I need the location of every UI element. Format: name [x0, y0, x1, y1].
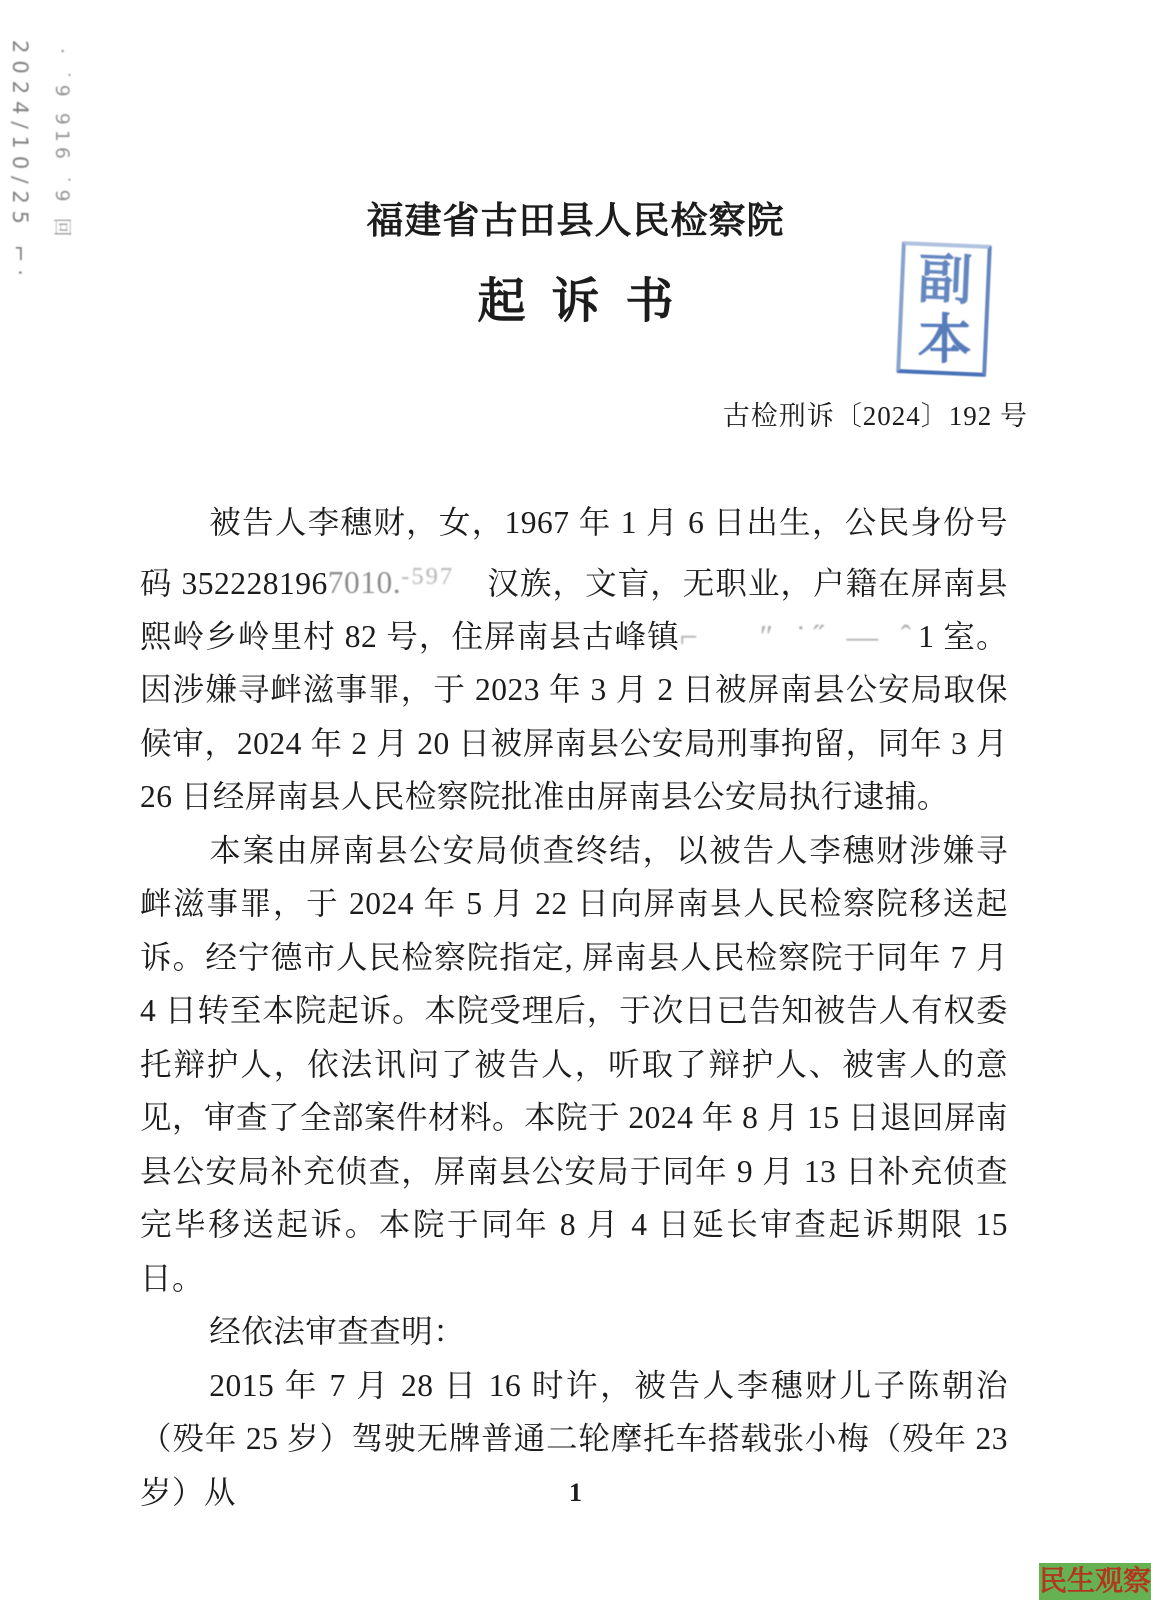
paragraph: 被告人李穗财，女，1967 年 1 月 6 日出生，公民身份号码 3522281967010.$^{-597}$ 汉族，文盲，无职业，户籍在屏南县熙岭乡岭里村 82 号，住屏南县古峰镇⌐ ″ ˙˝ ― ˆ1 室。因涉嫌寻衅滋事罪，于 2023 年 3 月 2 日被屏南县公安局取保候审，2024 年 2 月 20 日被屏南县公安局刑事拘留，同年 3 月 26 日经屏南县人民检察院批准由屏南县公安局执行逮捕。 [140, 505, 1008, 815]
issuing-authority-title: 福建省古田县人民检察院 [366, 201, 785, 242]
handwritten-margin-note-number: · ˙9 916 ˙9 回 [51, 48, 73, 242]
case-number: 古检刑诉〔2024〕192 号 [722, 401, 1028, 431]
handwritten-margin-note-date: 2024/10/25 ⌐· [8, 39, 32, 284]
document-body [140, 496, 1008, 1519]
paragraph: 本案由屏南县公安局侦查终结，以被告人李穗财涉嫌寻衅滋事罪，于 2024 年 5 月 22 日向屏南县人民检察院移送起诉。经宁德市人民检察院指定, 屏南县人民检察院于同年 7 月 4 日转至本院起诉。本院受理后，于次日已告知被告人有权委托辩护人，依法讯问了被告人，听取了辩护人、被害人的意见，审查了全部案件材料。本院于 2024 年 8 月 15 日退回屏南县公安局补充侦查，屏南县公安局于同年 9 月 13 日补充侦查完毕移送起诉。本院于同年 8 月 4 日延长审查起诉期限 15 日。 [140, 832, 1009, 1296]
page-number: 1 [569, 1478, 582, 1507]
stamp-char-top: 副 [916, 248, 974, 312]
copy-stamp [896, 241, 992, 377]
stamp-char-bottom: 本 [917, 309, 972, 370]
paragraph: 2015 年 7 月 28 日 16 时许，被告人李穗财儿子陈朝治（殁年 25 岁）驾驶无牌普通二轮摩托车搭载张小梅（殁年 23 岁）从 [140, 1367, 1008, 1510]
watermark-badge: 民生观察 [1039, 1563, 1151, 1600]
document-type-title: 起诉书 [477, 275, 700, 328]
paragraph: 经依法审查查明： [209, 1314, 466, 1350]
